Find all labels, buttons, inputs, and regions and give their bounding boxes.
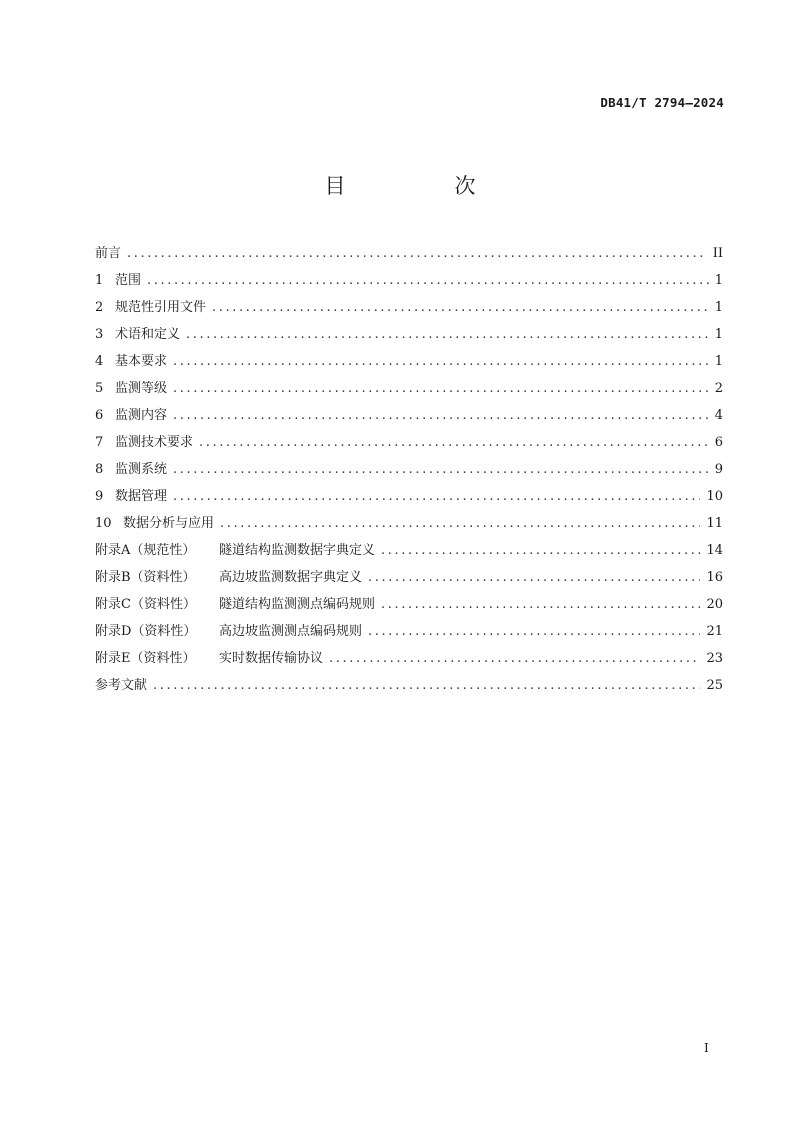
toc-entry-4[interactable] bbox=[95, 350, 723, 377]
toc-entry-number: 7 bbox=[95, 435, 104, 450]
toc-entry-page: 21 bbox=[706, 624, 723, 639]
toc-entry-appendix-a[interactable] bbox=[95, 539, 723, 566]
toc-entry-page: 1 bbox=[714, 273, 723, 288]
toc-leader-dots bbox=[147, 273, 709, 288]
toc-entry-label: 监测技术要求 bbox=[115, 435, 194, 450]
toc-entry-9[interactable] bbox=[95, 485, 723, 512]
toc-appendix-label: 附录E（资料性） bbox=[95, 651, 196, 666]
toc-entry-number: 5 bbox=[95, 381, 104, 396]
toc-entry-number: 1 bbox=[95, 273, 104, 288]
toc-leader-dots bbox=[381, 543, 700, 558]
toc-entry-5[interactable] bbox=[95, 377, 723, 404]
toc-leader-dots bbox=[173, 354, 709, 369]
toc-entry-number: 3 bbox=[95, 327, 104, 342]
toc-entry-page: 1 bbox=[714, 354, 723, 369]
toc-leader-dots bbox=[173, 408, 709, 423]
toc-leader-dots bbox=[368, 570, 700, 585]
toc-entry-page: 1 bbox=[714, 327, 723, 342]
toc-entry-page: II bbox=[712, 246, 723, 261]
toc-entry-label: 监测内容 bbox=[115, 408, 168, 423]
toc-appendix-label: 附录C（资料性） bbox=[95, 597, 196, 612]
toc-entry-appendix-c[interactable] bbox=[95, 593, 723, 620]
toc-entry-page: 10 bbox=[706, 489, 723, 504]
table-of-contents bbox=[95, 242, 723, 701]
toc-entry-label: 高边坡监测测点编码规则 bbox=[219, 624, 363, 639]
toc-entry-appendix-e[interactable] bbox=[95, 647, 723, 674]
page-number: I bbox=[704, 1041, 709, 1055]
toc-entry-label: 规范性引用文件 bbox=[115, 300, 207, 315]
page-title: 目 次 bbox=[324, 174, 520, 198]
toc-entry-label: 隧道结构监测数据字典定义 bbox=[219, 543, 376, 558]
toc-entry-number: 9 bbox=[95, 489, 104, 504]
toc-entry-2[interactable] bbox=[95, 296, 723, 323]
toc-leader-dots bbox=[153, 678, 700, 693]
toc-leader-dots bbox=[173, 462, 709, 477]
toc-entry-page: 4 bbox=[714, 408, 723, 423]
toc-leader-dots bbox=[127, 246, 707, 261]
toc-entry-appendix-d[interactable] bbox=[95, 620, 723, 647]
toc-leader-dots bbox=[212, 300, 709, 315]
toc-leader-dots bbox=[199, 435, 709, 450]
toc-leader-dots bbox=[186, 327, 709, 342]
toc-appendix-label: 附录B（资料性） bbox=[95, 570, 196, 585]
toc-entry-references[interactable] bbox=[95, 674, 723, 701]
toc-entry-label: 实时数据传输协议 bbox=[219, 651, 324, 666]
toc-entry-page: 23 bbox=[706, 651, 723, 666]
document-code: DB41/T 2794—2024 bbox=[600, 95, 724, 110]
toc-entry-page: 16 bbox=[706, 570, 723, 585]
toc-entry-label: 隧道结构监测测点编码规则 bbox=[219, 597, 376, 612]
toc-leader-dots bbox=[381, 597, 700, 612]
toc-appendix-label: 附录D（资料性） bbox=[95, 624, 197, 639]
toc-entry-number: 8 bbox=[95, 462, 104, 477]
toc-entry-label: 高边坡监测数据字典定义 bbox=[219, 570, 363, 585]
toc-entry-label: 监测系统 bbox=[115, 462, 168, 477]
toc-appendix-label: 附录A（规范性） bbox=[95, 543, 196, 558]
toc-entry-1[interactable] bbox=[95, 269, 723, 296]
toc-entry-label: 前言 bbox=[95, 246, 122, 261]
toc-leader-dots bbox=[220, 516, 700, 531]
toc-entry-label: 数据分析与应用 bbox=[123, 516, 215, 531]
toc-entry-3[interactable] bbox=[95, 323, 723, 350]
toc-leader-dots bbox=[173, 489, 700, 504]
toc-entry-label: 范围 bbox=[115, 273, 142, 288]
toc-entry-page: 6 bbox=[714, 435, 723, 450]
toc-entry-label: 参考文献 bbox=[95, 678, 148, 693]
toc-entry-appendix-b[interactable] bbox=[95, 566, 723, 593]
toc-entry-page: 9 bbox=[714, 462, 723, 477]
toc-entry-page: 20 bbox=[706, 597, 723, 612]
toc-entry-page: 11 bbox=[706, 516, 723, 531]
toc-entry-label: 基本要求 bbox=[115, 354, 168, 369]
toc-entry-10[interactable] bbox=[95, 512, 723, 539]
toc-entry-number: 10 bbox=[95, 516, 112, 531]
toc-entry-label: 数据管理 bbox=[115, 489, 168, 504]
toc-entry-6[interactable] bbox=[95, 404, 723, 431]
toc-leader-dots bbox=[173, 381, 709, 396]
toc-entry-8[interactable] bbox=[95, 458, 723, 485]
toc-entry-7[interactable] bbox=[95, 431, 723, 458]
toc-entry-page: 14 bbox=[706, 543, 723, 558]
toc-leader-dots bbox=[329, 651, 700, 666]
toc-entry-foreword[interactable] bbox=[95, 242, 723, 269]
toc-leader-dots bbox=[368, 624, 700, 639]
toc-entry-number: 2 bbox=[95, 300, 104, 315]
toc-entry-label: 术语和定义 bbox=[115, 327, 181, 342]
toc-entry-page: 1 bbox=[714, 300, 723, 315]
toc-entry-page: 25 bbox=[706, 678, 723, 693]
toc-entry-page: 2 bbox=[714, 381, 723, 396]
toc-entry-number: 6 bbox=[95, 408, 104, 423]
toc-entry-number: 4 bbox=[95, 354, 104, 369]
toc-entry-label: 监测等级 bbox=[115, 381, 168, 396]
